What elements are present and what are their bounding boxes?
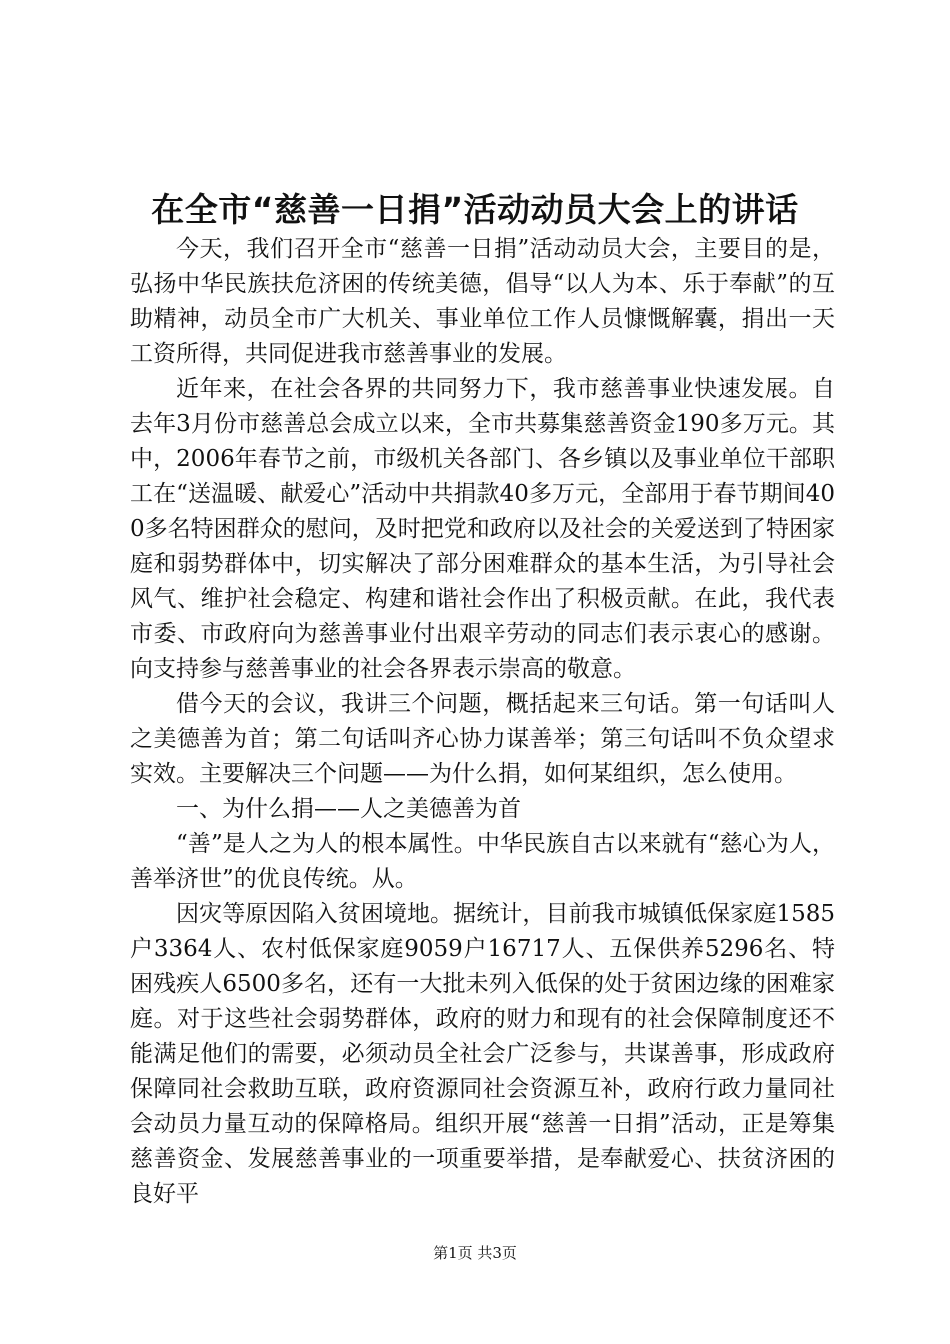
section-heading-why-donate: 一、为什么捐——人之美德善为首 xyxy=(176,796,521,822)
document-body xyxy=(130,232,835,1212)
paragraph-intro: 今天，我们召开全市“慈善一日捐”活动动员大会，主要目的是，弘扬中华民族扶危济困的传统美德，倡导“以人为本、乐于奉献”的互助精神，动员全市广大机关、事业单位工作人员慷慨解囊，捐出一天工资所得，共同促进我市慈善事业的发展。 xyxy=(130,236,835,367)
document-title: 在全市“慈善一日捐”活动动员大会上的讲话 xyxy=(151,190,799,229)
paragraph-achievements: 近年来，在社会各界的共同努力下，我市慈善事业快速发展。自去年3月份市慈善总会成立以来，全市共募集慈善资金190多万元。其中，2006年春节之前，市级机关各部门、各乡镇以及事业单位干部职工在“送温暖、献爱心”活动中共捐款40多万元，全部用于春节期间400多名特困群众的慰问，及时把党和政府以及社会的关爱送到了特困家庭和弱势群体中，切实解决了部分困难群众的基本生活，为引导社会风气、维护社会稳定、构建和谐社会作出了积极贡献。在此，我代表市委、市政府向为慈善事业付出艰辛劳动的同志们表示衷心的感谢。向支持参与慈善事业的社会各界表示崇高的敬意。 xyxy=(130,376,835,682)
page-footer: 第1页 共3页 xyxy=(433,1244,517,1262)
paragraph-statistics: 因灾等原因陷入贫困境地。据统计，目前我市城镇低保家庭1585户3364人、农村低保家庭9059户16717人、五保供养5296名、特困残疾人6500多名，还有一大批未列入低保的处于贫困边缘的困难家庭。对于这些社会弱势群体，政府的财力和现有的社会保障制度还不能满足他们的需要，必须动员全社会广泛参与，共谋善事，形成政府保障同社会救助互联，政府资源同社会资源互补，政府行政力量同社会动员力量互动的保障格局。组织开展“慈善一日捐”活动，正是筹集慈善资金、发展慈善事业的一项重要举措，是奉献爱心、扶贫济困的良好平 xyxy=(130,901,835,1207)
paragraph-tradition: “善”是人之为人的根本属性。中华民族自古以来就有“慈心为人，善举济世”的优良传统。从。 xyxy=(130,831,835,892)
paragraph-three-points: 借今天的会议，我讲三个问题，概括起来三句话。第一句话叫人之美德善为首；第二句话叫齐心协力谋善举；第三句话叫不负众望求实效。主要解决三个问题——为什么捐，如何某组织，怎么使用。 xyxy=(130,691,835,787)
